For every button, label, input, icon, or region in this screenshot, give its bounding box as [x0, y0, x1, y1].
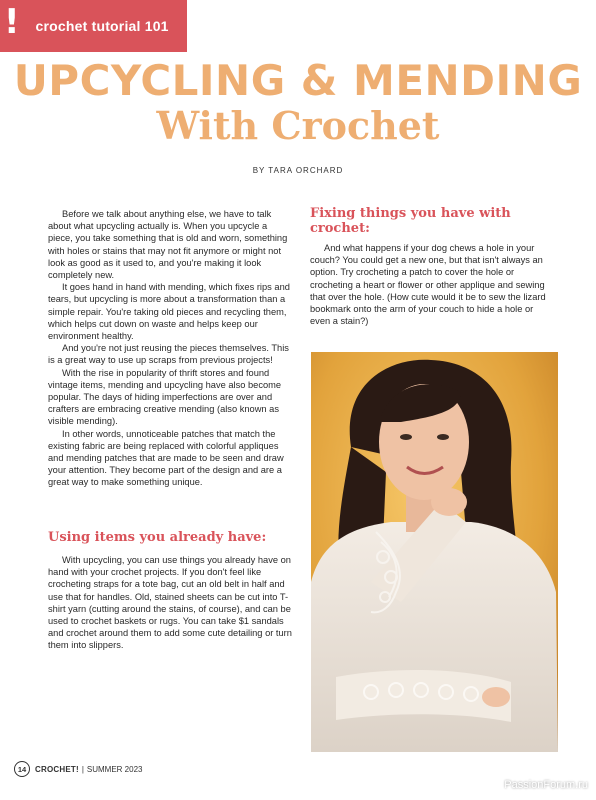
paragraph: It goes hand in hand with mending, which fixes rips and tears, but upcycling is more about a transformation than a simple repair. You're taking old pieces and recycling them, which helps cut down on waste and helps keep our environment healthy. [48, 282, 290, 342]
subhead-using-items: Using items you already have: [48, 530, 267, 545]
watermark: PassionForum.ru [504, 779, 588, 791]
model-photo [311, 352, 558, 752]
left-column-body [48, 208, 292, 489]
page-title-line-1: UPCYCLING & MENDING [13, 56, 583, 105]
right-column-body [310, 242, 550, 327]
model-photo-illustration [311, 352, 558, 752]
subhead-fixing-things: Fixing things you have with crochet: [310, 206, 511, 236]
issue-date: SUMMER 2023 [86, 764, 143, 774]
paragraph: And you're not just reusing the pieces themselves. This is a great way to use up scraps from previous projects! [48, 343, 289, 366]
magazine-name: CROCHET! [35, 764, 79, 774]
paragraph: With upcycling, you can use things you already have on hand with your crochet projects. If you don't feel like crocheting straps for a tote bag, cut an old belt in half and use that for handles. Old, stained sheets can be cut into T-shirt yarn (cutting around the stains, of course), and can be used to crochet baskets or rugs. You can take $1 sandals and crochet around them to add some cute detailing or turn them into slippers. [48, 555, 292, 651]
paragraph: And what happens if your dog chews a hole in your couch? You could get a new one, but that isn't always an option. Try crocheting a patch to cover the hole or crocheting a heart or flower or other applique and sewing that over the hole. (How cute would it be to sew the lizard bookmark onto the arm of your couch to hide a hole or even a stain?) [310, 243, 546, 327]
footer-separator: | [81, 764, 84, 774]
left-column-body-2 [48, 554, 292, 652]
page-footer [14, 761, 142, 777]
page-number: 14 [14, 761, 30, 777]
exclamation-mark: ! [4, 2, 20, 42]
paragraph: In other words, unnoticeable patches that match the existing fabric are being replaced with colorful appliques and mending patches that are made to be seen and draw your attention. They become part of the design and are a great way to make something unique. [48, 428, 284, 488]
paragraph: With the rise in popularity of thrift stores and found vintage items, mending and upcycling have also become popular. The days of hiding imperfections are over and crafters are embracing creative mending (also known as visible mending). [48, 367, 282, 427]
paragraph: Before we talk about anything else, we have to talk about what upcycling actually is. When you upcycle a piece, you take something that is old and worn, something with holes or stains that may not fit anymore or might not look as good as it used to, and you're making it look completely new. [48, 209, 288, 281]
section-label: crochet tutorial 101 [35, 18, 169, 34]
byline: BY TARA ORCHARD [252, 166, 344, 175]
section-tab [0, 0, 187, 52]
page-title-line-2: With Crochet [156, 103, 440, 148]
